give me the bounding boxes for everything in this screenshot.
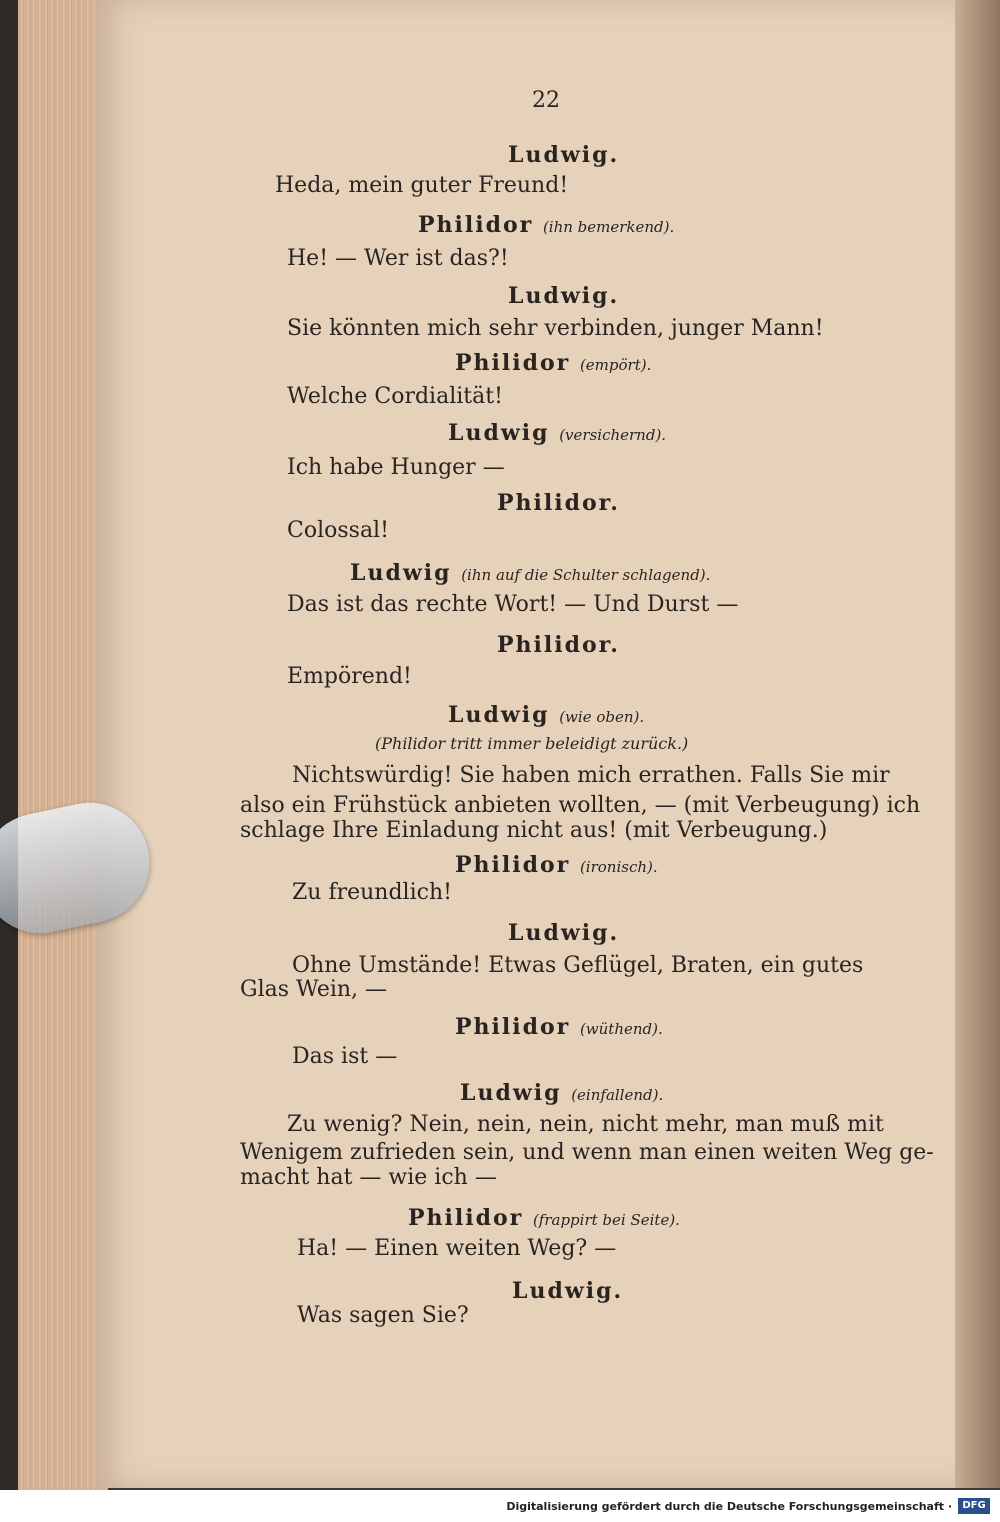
speaker-line: Ludwig (versichernd). — [448, 420, 667, 446]
speaker-line: Ludwig. — [508, 142, 620, 168]
speaker-line: Ludwig (einfallend). — [460, 1080, 664, 1106]
speech-line: macht hat — wie ich — — [240, 1165, 497, 1190]
speaker-line: Ludwig. — [508, 920, 620, 946]
speaker-line: Philidor. — [497, 632, 620, 658]
speaker-line: Philidor. — [497, 490, 620, 516]
page-number: 22 — [532, 88, 560, 113]
speech-line: Glas Wein, — — [240, 977, 388, 1002]
speech-line: Ich habe Hunger — — [287, 455, 505, 480]
speech-line: He! — Wer ist das?! — [287, 246, 509, 271]
speech-line: Welche Cordialität! — [287, 384, 503, 409]
speech-line: Colossal! — [287, 518, 389, 543]
speaker-line: Ludwig (ihn auf die Schulter schlagend). — [350, 560, 711, 586]
speech-line: Ohne Umstände! Etwas Geflügel, Braten, ein gutes — [292, 953, 864, 978]
stage-direction: (Philidor tritt immer beleidigt zurück.) — [375, 734, 689, 753]
speech-line: Heda, mein guter Freund! — [275, 173, 569, 198]
speech-line: Ha! — Einen weiten Weg? — — [297, 1236, 617, 1261]
speech-line: Nichtswürdig! Sie haben mich errathen. Falls Sie mir — [292, 763, 890, 788]
speaker-line: Ludwig (wie oben). — [448, 702, 645, 728]
speech-line: Zu wenig? Nein, nein, nein, nicht mehr, man muß mit — [287, 1112, 884, 1137]
speaker-line: Philidor (frappirt bei Seite). — [408, 1205, 680, 1231]
speech-line: Das ist — — [292, 1044, 398, 1069]
speech-line: also ein Frühstück anbieten wollten, — (mit Verbeugung) ich — [240, 793, 921, 818]
speaker-line: Philidor (ironisch). — [455, 852, 658, 878]
speech-line: Zu freundlich! — [292, 880, 452, 905]
dfg-logo: DFG — [958, 1498, 990, 1514]
speech-line: schlage Ihre Einladung nicht aus! (mit Verbeugung.) — [240, 818, 828, 843]
speaker-line: Philidor (wüthend). — [455, 1014, 663, 1040]
speaker-line: Ludwig. — [508, 283, 620, 309]
speech-line: Was sagen Sie? — [297, 1303, 469, 1328]
speaker-line: Philidor (ihn bemerkend). — [418, 212, 675, 238]
digitization-credit: Digitalisierung gefördert durch die Deutsche Forschungsgemeinschaft · — [506, 1500, 952, 1513]
speaker-line: Philidor (empört). — [455, 350, 652, 376]
speaker-line: Ludwig. — [512, 1278, 624, 1304]
speech-line: Sie könnten mich sehr verbinden, junger Mann! — [287, 316, 824, 341]
speech-line: Das ist das rechte Wort! — Und Durst — — [287, 592, 739, 617]
speech-line: Wenigem zufrieden sein, und wenn man einen weiten Weg ge- — [240, 1140, 934, 1165]
speech-line: Empörend! — [287, 664, 412, 689]
